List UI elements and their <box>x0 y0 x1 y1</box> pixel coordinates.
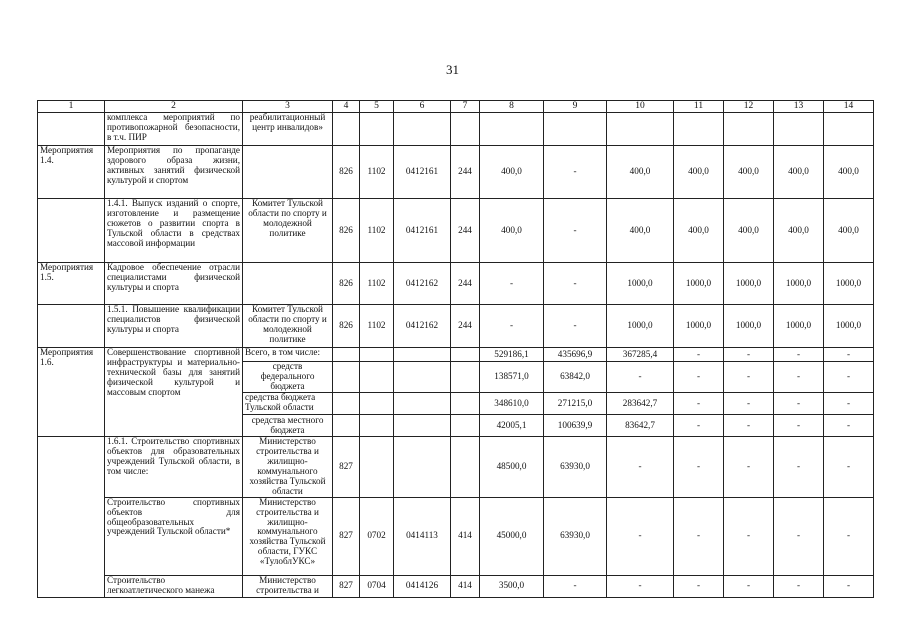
col-header: 11 <box>674 101 724 113</box>
value-cell <box>360 415 394 437</box>
value-cell <box>394 348 451 362</box>
value-cell: 1000,0 <box>674 263 724 305</box>
value-cell: - <box>724 437 774 498</box>
value-cell: - <box>824 415 874 437</box>
value-cell: - <box>774 415 824 437</box>
event-title-cell: 1.6.1. Строительство спортивных объектов для образовательных учреждений Тульской области, в том числе: <box>105 437 243 498</box>
value-cell: 48500,0 <box>480 437 544 498</box>
value-cell: 529186,1 <box>480 348 544 362</box>
value-cell: 0702 <box>360 497 394 575</box>
value-cell: 0704 <box>360 575 394 597</box>
value-cell: - <box>544 575 607 597</box>
value-cell: - <box>824 437 874 498</box>
value-cell <box>333 415 360 437</box>
table-row <box>38 497 874 575</box>
value-cell <box>394 415 451 437</box>
value-cell <box>360 437 394 498</box>
value-cell <box>360 393 394 415</box>
table-row <box>38 305 874 348</box>
value-cell: 3500,0 <box>480 575 544 597</box>
value-cell: 400,0 <box>674 146 724 199</box>
value-cell: 400,0 <box>724 199 774 263</box>
value-cell: - <box>674 348 724 362</box>
value-cell: - <box>674 437 724 498</box>
value-cell: - <box>607 437 674 498</box>
event-title-cell: 1.4.1. Выпуск изданий о спорте, изготовление и размещение сюжетов о развитии спорта в Тульской области в средствах массовой информации <box>105 199 243 263</box>
value-cell: - <box>724 362 774 393</box>
table-row <box>38 113 874 146</box>
value-cell: - <box>544 305 607 348</box>
value-cell: - <box>480 305 544 348</box>
executor-cell: Комитет Тульской области по спорту и молодежной политике <box>243 199 333 263</box>
value-cell: 83642,7 <box>607 415 674 437</box>
value-cell: 1000,0 <box>774 263 824 305</box>
col-header: 5 <box>360 101 394 113</box>
value-cell: - <box>824 393 874 415</box>
value-cell: - <box>774 362 824 393</box>
event-label-cell <box>38 113 105 146</box>
value-cell: - <box>544 146 607 199</box>
value-cell: 42005,1 <box>480 415 544 437</box>
value-cell: 400,0 <box>480 146 544 199</box>
value-cell: - <box>724 393 774 415</box>
event-label-cell <box>38 437 105 598</box>
executor-cell: Министерство строительства и жилищно-коммунального хозяйства Тульской области <box>243 437 333 498</box>
value-cell: 1000,0 <box>674 305 724 348</box>
executor-cell <box>243 263 333 305</box>
value-cell <box>774 113 824 146</box>
event-label-cell: Мероприятия 1.4. <box>38 146 105 199</box>
value-cell: - <box>824 497 874 575</box>
value-cell: 63842,0 <box>544 362 607 393</box>
value-cell: 348610,0 <box>480 393 544 415</box>
value-cell: 1102 <box>360 146 394 199</box>
value-cell <box>333 362 360 393</box>
value-cell: 0414113 <box>394 497 451 575</box>
event-label-cell <box>38 305 105 348</box>
value-cell: - <box>774 575 824 597</box>
col-header: 14 <box>824 101 874 113</box>
value-cell <box>544 113 607 146</box>
value-cell: 827 <box>333 497 360 575</box>
col-header: 8 <box>480 101 544 113</box>
value-cell: 100639,9 <box>544 415 607 437</box>
value-cell: - <box>674 575 724 597</box>
col-header: 7 <box>451 101 480 113</box>
value-cell: 1000,0 <box>824 263 874 305</box>
value-cell: - <box>824 575 874 597</box>
value-cell: 45000,0 <box>480 497 544 575</box>
value-cell: - <box>607 575 674 597</box>
executor-cell: средства бюджета Тульской области <box>243 393 333 415</box>
table-row <box>38 199 874 263</box>
value-cell: 826 <box>333 146 360 199</box>
value-cell: - <box>774 437 824 498</box>
value-cell: 400,0 <box>674 199 724 263</box>
event-title-cell: Кадровое обеспечение отрасли специалистами физической культуры и спорта <box>105 263 243 305</box>
event-title-cell: комплекса мероприятий по противопожарной безопасности, в т.ч. ПИР <box>105 113 243 146</box>
value-cell: 400,0 <box>774 146 824 199</box>
value-cell: 826 <box>333 305 360 348</box>
value-cell: - <box>480 263 544 305</box>
event-title-cell: Строительство легкоатлетического манежа <box>105 575 243 597</box>
value-cell: 826 <box>333 263 360 305</box>
executor-cell: Комитет Тульской области по спорту и молодежной политике <box>243 305 333 348</box>
value-cell: - <box>724 415 774 437</box>
value-cell <box>451 437 480 498</box>
value-cell <box>451 348 480 362</box>
executor-cell: средства местного бюджета <box>243 415 333 437</box>
value-cell: - <box>724 497 774 575</box>
value-cell: - <box>724 575 774 597</box>
table-row <box>38 263 874 305</box>
value-cell: 138571,0 <box>480 362 544 393</box>
value-cell: 244 <box>451 199 480 263</box>
col-header: 3 <box>243 101 333 113</box>
value-cell <box>451 113 480 146</box>
event-label-cell: Мероприятия 1.5. <box>38 263 105 305</box>
value-cell: 367285,4 <box>607 348 674 362</box>
col-header: 4 <box>333 101 360 113</box>
value-cell: 63930,0 <box>544 437 607 498</box>
value-cell <box>360 348 394 362</box>
event-title-cell: Мероприятия по пропаганде здорового образа жизни, активных занятий физической культурой и спортом <box>105 146 243 199</box>
value-cell: 414 <box>451 497 480 575</box>
value-cell <box>607 113 674 146</box>
column-number-row <box>38 101 874 113</box>
value-cell: 400,0 <box>824 199 874 263</box>
value-cell: 1000,0 <box>724 263 774 305</box>
value-cell: - <box>774 348 824 362</box>
value-cell: 435696,9 <box>544 348 607 362</box>
value-cell: - <box>674 362 724 393</box>
event-label-cell: Мероприятия 1.6. <box>38 348 105 437</box>
value-cell <box>394 393 451 415</box>
col-header: 10 <box>607 101 674 113</box>
value-cell <box>480 113 544 146</box>
value-cell <box>394 362 451 393</box>
value-cell: - <box>674 393 724 415</box>
table-row <box>38 146 874 199</box>
value-cell: 0412161 <box>394 146 451 199</box>
program-table <box>37 100 874 598</box>
executor-cell: Министерство строительства и <box>243 575 333 597</box>
value-cell <box>333 393 360 415</box>
value-cell <box>824 113 874 146</box>
value-cell: - <box>607 497 674 575</box>
value-cell <box>394 113 451 146</box>
value-cell: - <box>824 348 874 362</box>
value-cell <box>360 113 394 146</box>
value-cell: 1102 <box>360 263 394 305</box>
value-cell: 400,0 <box>774 199 824 263</box>
value-cell: - <box>774 497 824 575</box>
table-row <box>38 348 874 362</box>
value-cell <box>451 393 480 415</box>
value-cell <box>724 113 774 146</box>
value-cell <box>394 437 451 498</box>
value-cell: 1102 <box>360 305 394 348</box>
value-cell: 63930,0 <box>544 497 607 575</box>
value-cell <box>451 415 480 437</box>
value-cell: 1000,0 <box>774 305 824 348</box>
value-cell: 1000,0 <box>607 305 674 348</box>
value-cell: 283642,7 <box>607 393 674 415</box>
value-cell <box>333 113 360 146</box>
value-cell: 0414126 <box>394 575 451 597</box>
value-cell: 1102 <box>360 199 394 263</box>
value-cell: - <box>544 199 607 263</box>
value-cell: 0412162 <box>394 263 451 305</box>
executor-cell: средств федерального бюджета <box>243 362 333 393</box>
col-header: 1 <box>38 101 105 113</box>
value-cell: - <box>674 415 724 437</box>
col-header: 6 <box>394 101 451 113</box>
col-header: 13 <box>774 101 824 113</box>
value-cell: 0412161 <box>394 199 451 263</box>
value-cell: 400,0 <box>724 146 774 199</box>
value-cell: - <box>544 263 607 305</box>
value-cell: 244 <box>451 263 480 305</box>
value-cell: - <box>774 393 824 415</box>
executor-cell: Министерство строительства и жилищно-коммунального хозяйства Тульской области, ГУКС «ТулоблУКС» <box>243 497 333 575</box>
col-header: 9 <box>544 101 607 113</box>
value-cell: 827 <box>333 575 360 597</box>
event-title-cell: 1.5.1. Повышение квалификации специалистов физической культуры и спорта <box>105 305 243 348</box>
value-cell <box>451 362 480 393</box>
value-cell: 826 <box>333 199 360 263</box>
value-cell: - <box>607 362 674 393</box>
value-cell: 827 <box>333 437 360 498</box>
value-cell: 400,0 <box>480 199 544 263</box>
value-cell: 400,0 <box>607 199 674 263</box>
value-cell: 244 <box>451 305 480 348</box>
event-title-cell: Строительство спортивных объектов для общеобразовательных учреждений Тульской области* <box>105 497 243 575</box>
executor-cell: реабилитационный центр инвалидов» <box>243 113 333 146</box>
value-cell: 1000,0 <box>724 305 774 348</box>
value-cell: 271215,0 <box>544 393 607 415</box>
value-cell: - <box>824 362 874 393</box>
value-cell <box>360 362 394 393</box>
page-number: 31 <box>446 62 459 77</box>
value-cell: - <box>674 497 724 575</box>
value-cell: 414 <box>451 575 480 597</box>
col-header: 12 <box>724 101 774 113</box>
table-row <box>38 437 874 498</box>
value-cell: 400,0 <box>824 146 874 199</box>
value-cell: 0412162 <box>394 305 451 348</box>
event-label-cell <box>38 199 105 263</box>
value-cell: 244 <box>451 146 480 199</box>
value-cell: 400,0 <box>607 146 674 199</box>
event-title-cell: Совершенствование спортивной инфраструктуры и материально-технической базы для занятий физической культурой и массовым спортом <box>105 348 243 437</box>
executor-cell <box>243 146 333 199</box>
value-cell: 1000,0 <box>607 263 674 305</box>
value-cell <box>333 348 360 362</box>
value-cell <box>674 113 724 146</box>
executor-cell: Всего, в том числе: <box>243 348 333 362</box>
table-row <box>38 575 874 597</box>
value-cell: - <box>724 348 774 362</box>
col-header: 2 <box>105 101 243 113</box>
value-cell: 1000,0 <box>824 305 874 348</box>
